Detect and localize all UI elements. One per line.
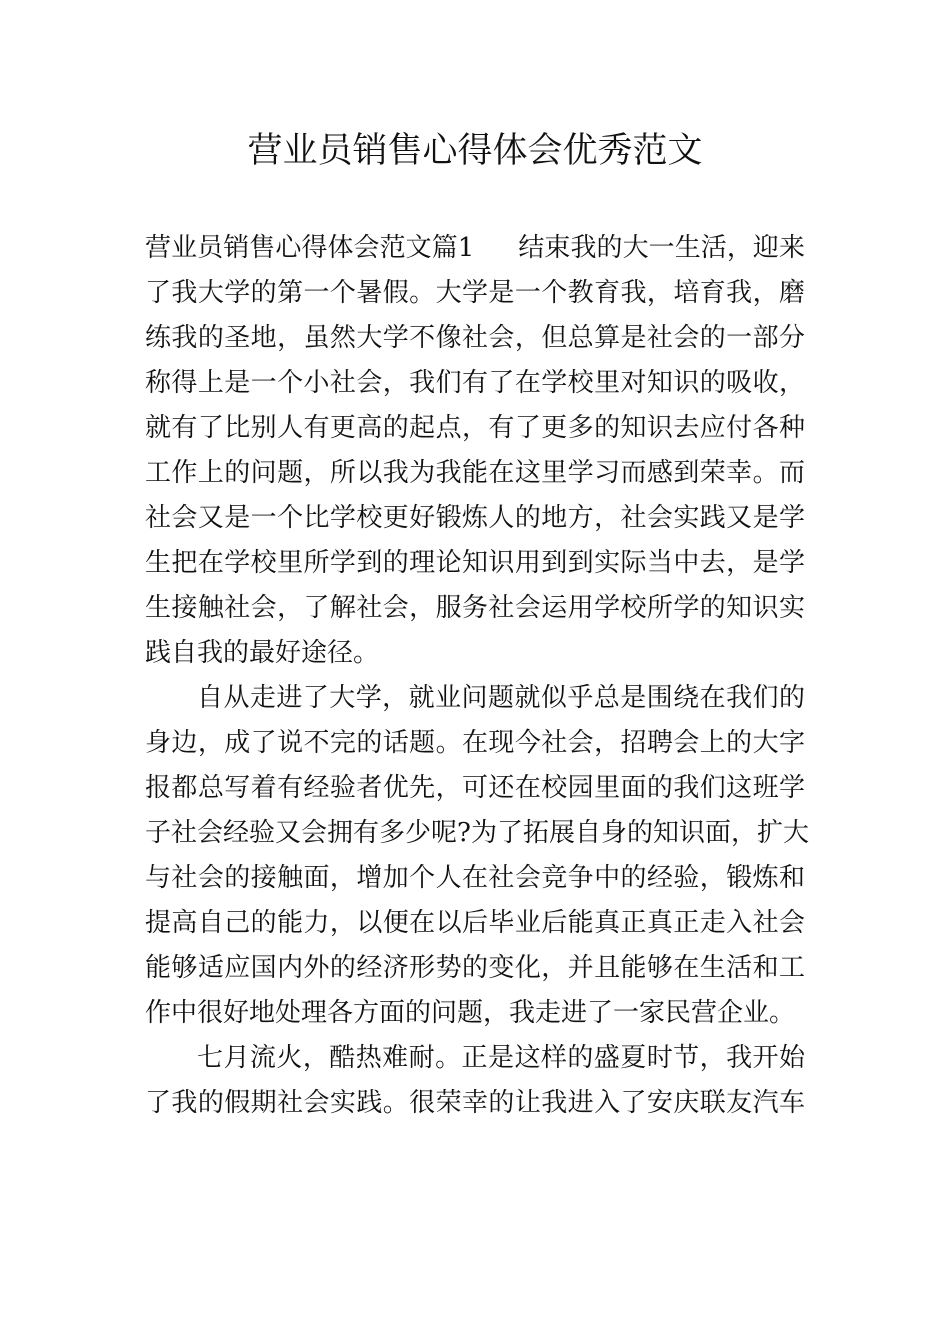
paragraph-1-line-10: 践自我的最好途径。 xyxy=(145,638,380,668)
paragraph-2-line-2: 身边，成了说不完的话题。在现今社会，招聘会上的大字 xyxy=(145,728,805,758)
paragraph-1-line-9: 生接触社会，了解社会，服务社会运用学校所学的知识实 xyxy=(145,593,805,623)
paragraph-2-line-8: 作中很好地处理各方面的问题，我走进了一家民营企业。 xyxy=(145,998,796,1028)
paragraph-1-line-3: 练我的圣地，虽然大学不像社会，但总算是社会的一部分 xyxy=(145,323,805,353)
paragraph-2-line-6: 提高自己的能力，以便在以后毕业后能真正真正走入社会 xyxy=(145,908,805,938)
paragraph-1-line-1 xyxy=(145,226,805,271)
paragraph-1-line-2: 了我大学的第一个暑假。大学是一个教育我，培育我，磨 xyxy=(145,278,805,308)
paragraph-2-line-5: 与社会的接触面，增加个人在社会竞争中的经验，锻炼和 xyxy=(145,863,805,893)
document-body xyxy=(145,226,809,1126)
paragraph-1-line-1-text: 结束我的大一生活，迎来 xyxy=(518,233,805,263)
paragraph-3-line-2: 了我的假期社会实践。很荣幸的让我进入了安庆联友汽车 xyxy=(145,1088,805,1118)
paragraph-1-line-5: 就有了比别人有更高的起点，有了更多的知识去应付各种 xyxy=(145,413,805,443)
paragraph-1-line-4: 称得上是一个小社会，我们有了在学校里对知识的吸收， xyxy=(145,368,805,398)
paragraph-2-line-4: 子社会经验又会拥有多少呢?为了拓展自身的知识面，扩大 xyxy=(145,818,809,848)
paragraph-2-line-3: 报都总写着有经验者优先，可还在校园里面的我们这班学 xyxy=(145,773,805,803)
paragraph-3-line-1: 七月流火，酷热难耐。正是这样的盛夏时节，我开始 xyxy=(197,1043,805,1073)
paragraph-3 xyxy=(145,1036,805,1126)
paragraph-1-line-6: 工作上的问题，所以我为我能在这里学习而感到荣幸。而 xyxy=(145,458,805,488)
paragraph-1 xyxy=(145,226,805,676)
paragraph-2-line-7: 能够适应国内外的经济形势的变化，并且能够在生活和工 xyxy=(145,953,805,983)
document-title: 营业员销售心得体会优秀范文 xyxy=(247,131,703,171)
paragraph-2 xyxy=(145,676,809,1036)
section-heading: 营业员销售心得体会范文篇1 xyxy=(145,233,475,263)
paragraph-1-line-7: 社会又是一个比学校更好锻炼人的地方，社会实践又是学 xyxy=(145,503,805,533)
paragraph-1-line-8: 生把在学校里所学到的理论知识用到到实际当中去，是学 xyxy=(145,548,805,578)
paragraph-2-line-1: 自从走进了大学，就业问题就似乎总是围绕在我们的 xyxy=(197,683,805,713)
